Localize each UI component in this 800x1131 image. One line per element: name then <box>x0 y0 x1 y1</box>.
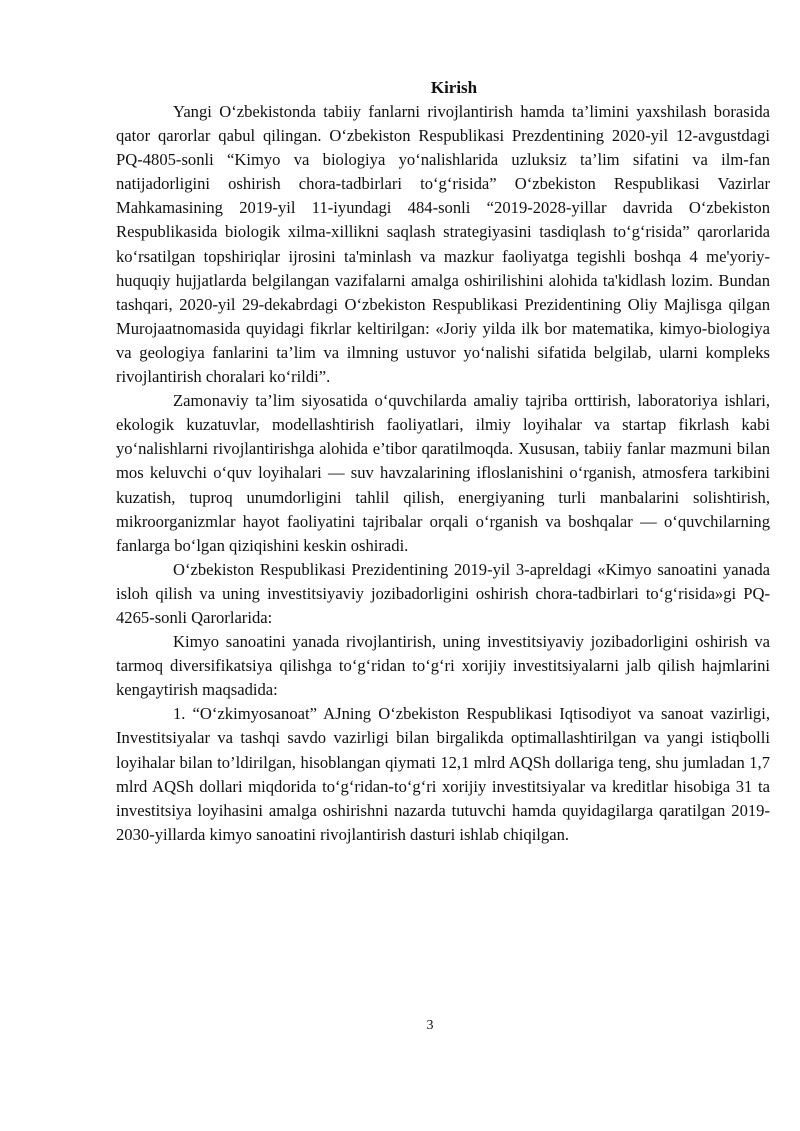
document-page <box>116 76 770 847</box>
paragraph-president-decree: O‘zbekiston Respublikasi Prezidentining 2019-yil 3-apreldagi «Kimyo sanoatini yanada isloh qilish va uning investitsiyaviy jozibadorligini oshirish chora-tadbirlari to‘g‘risida»gi PQ-4265-sonli Qarorlarida: <box>116 559 770 627</box>
paragraph-intro: Yangi O‘zbekistonda tabiiy fanlarni rivojlantirish hamda ta’limini yaxshilash borasida qator qarorlar qabul qilingan. O‘zbekiston Respublikasi Prezdentining 2020-yil 12-avgustdagi PQ-4805-sonli “Kimyo va biologiya yo‘nalishlarida uzluksiz ta’lim sifatini va ilm-fan natijadorligini oshirish chora-tadbirlari to‘g‘risida” O‘zbekiston Respublikasi Vazirlar Mahkamasining 2019-yil 11-iyundagi 484-sonli “2019-2028-yillar davrida O‘zbekiston Respublikasida biologik xilma-xillikni saqlash strategiyasini tasdiqlash to‘g‘risida” qarorlarida ko‘rsatilgan topshiriqlar ijrosini ta'minlash va mazkur faoliyatga tegishli boshqa 4 me'yoriy-huquqiy hujjatlarda belgilangan vazifalarni amalga oshirilishini alohida ta'kidlash lozim. Bundan tashqari, 2020-yil 29-dekabrdagi O‘zbekiston Respublikasi Prezidentining Oliy Majlisga qilgan Murojaatnomasida quyidagi fikrlar keltirilgan: «Joriy yilda ilk bor matematika, kimyo-biologiya va geologiya fanlarini ta’lim va ilmning ustuvor yo‘nalishi sifatida belgilab, ularni kompleks rivojlantirish choralari ko‘rildi”. <box>116 102 770 387</box>
paragraph-modern-education: Zamonaviy ta’lim siyosatida o‘quvchilarda amaliy tajriba orttirish, laboratoriya ishlari, ekologik kuzatuvlar, modellashtirish faoliyatlari, ilmiy loyihalar va startap fikrlash kabi yo‘nalishlarni rivojlantirishga alohida e’tibor qaratilmoqda. Xususan, tabiiy fanlar mazmuni bilan mos keluvchi o‘quv loyihalari — suv havzalarining ifloslanishini o‘rganish, atmosfera tarkibini kuzatish, tuproq unumdorligini tahlil qilish, energiyaning turli manbalarini solishtirish, mikroorganizmlar hayot faoliyatini tajribalar orqali o‘rganish va boshqalar — o‘quvchilarning fanlarga bo‘lgan qiziqishini keskin oshiradi. <box>116 391 770 555</box>
section-title: Kirish <box>430 78 478 97</box>
page-number: 3 <box>426 1018 434 1033</box>
paragraph-item-1: 1. “O‘zkimyosanoat” AJning O‘zbekiston Respublikasi Iqtisodiyot va sanoat vazirligi, Investitsiyalar va tashqi savdo vazirligi bilan birgalikda optimallashtirilgan va yangi istiqbolli loyihalar bilan to’ldirilgan, hisoblangan qiymati 12,1 mlrd AQSh dollariga teng, shu jumladan 1,7 mlrd AQSh dollari miqdorida to‘g‘ridan-to‘g‘ri xorijiy investitsiyalar va kreditlar hisobiga 31 ta investitsiya loyihasini amalga oshirishni nazarda tutuvchi hamda quyidagilarga qaratilgan 2019-2030-yillarda kimyo sanoatini rivojlantirish dasturi ishlab chiqilgan. <box>116 704 770 844</box>
paragraph-chemical-industry: Kimyo sanoatini yanada rivojlantirish, uning investitsiyaviy jozibadorligini oshirish va tarmoq diversifikatsiya qilishga to‘g‘ridan to‘g‘ri xorijiy investitsiyalarni jalb qilish hajmlarini kengaytirish maqsadida: <box>116 632 770 700</box>
